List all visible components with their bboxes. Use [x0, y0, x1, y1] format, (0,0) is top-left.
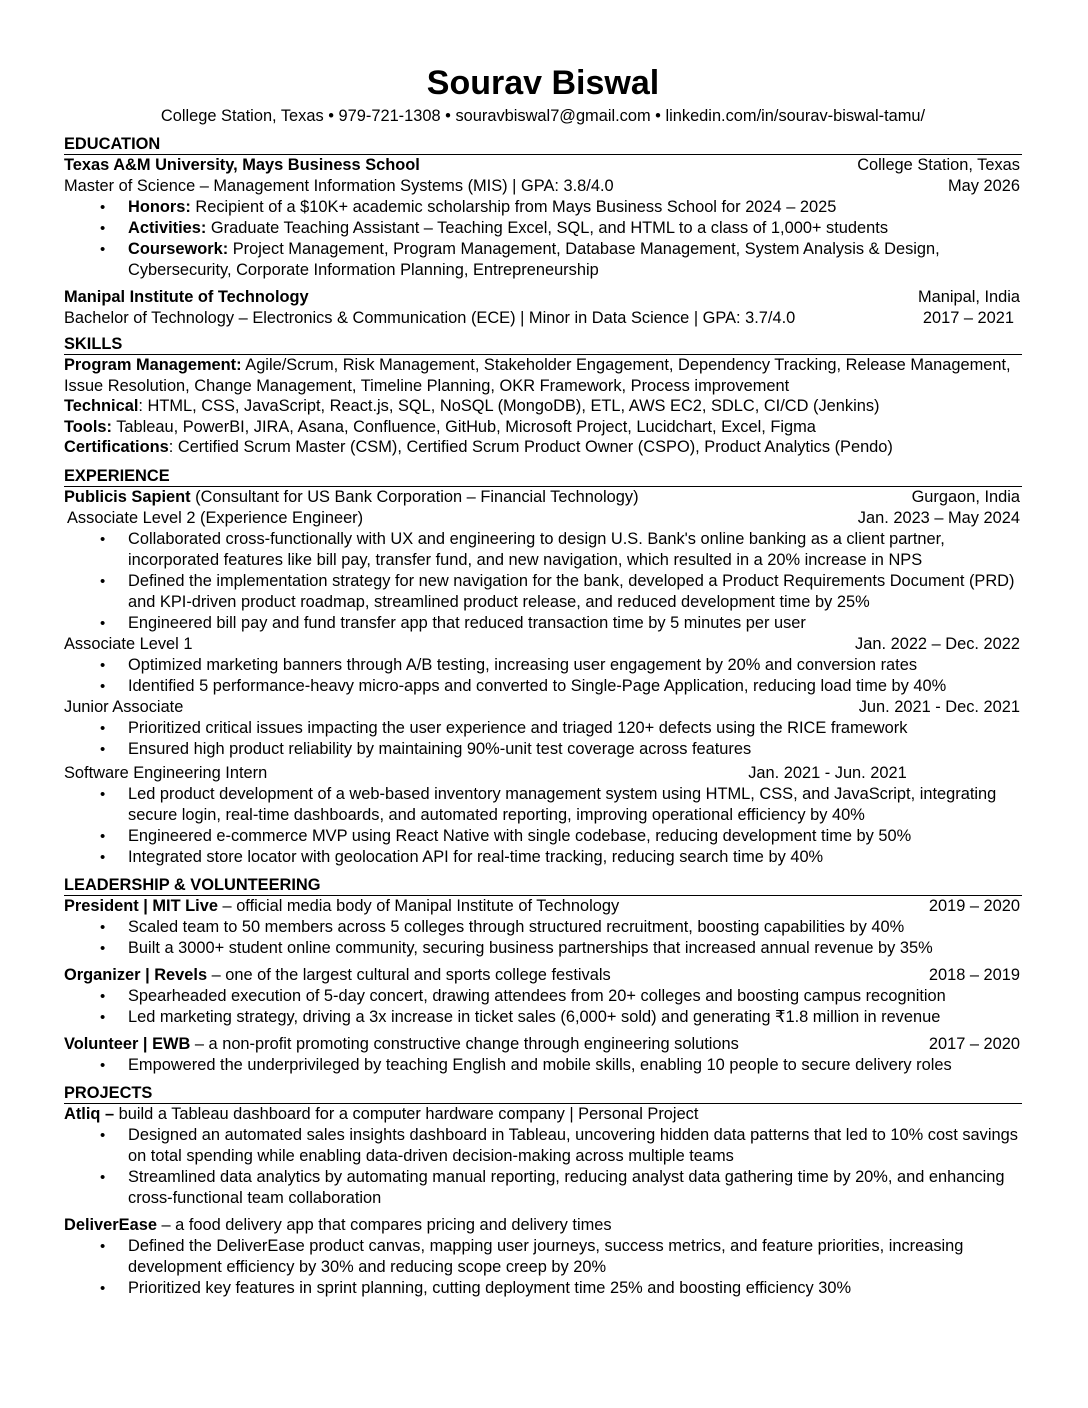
list-item: • Prioritized key features in sprint planning, cutting deployment time 25% and boosting efficiency 30% — [64, 1278, 1022, 1299]
list-item: • Honors: Recipient of a $10K+ academic scholarship from Mays Business School for 2024 – 2025 — [64, 197, 1022, 218]
experience-heading: EXPERIENCE — [64, 466, 1022, 487]
education-heading: EDUCATION — [64, 134, 1022, 155]
list-item: • Led marketing strategy, driving a 3x increase in ticket sales (6,000+ sold) and generating ₹1.8 million in revenue — [64, 1007, 1022, 1028]
list-item: • Engineered e-commerce MVP using React Native with single codebase, reducing development time by 50% — [64, 826, 1022, 847]
project-entry — [64, 1215, 1022, 1299]
list-item: • Led product development of a web-based inventory management system using HTML, CSS, and JavaScript, integrating secure login, real-time dashboards, and automated reporting, improving operational efficiency by 40% — [64, 784, 1022, 826]
school-location: Manipal, India — [917, 288, 1020, 306]
leadership-title: President | MIT Live — [64, 896, 218, 915]
list-item: • Spearheaded execution of 5-day concert, drawing attendees from 20+ colleges and boosting campus recognition — [64, 986, 1022, 1007]
list-item: • Optimized marketing banners through A/B testing, increasing user engagement by 20% and conversion rates — [64, 655, 1022, 676]
degree: Master of Science – Management Information Systems (MIS) | GPA: 3.8/4.0 — [64, 177, 614, 195]
list-item: • Designed an automated sales insights dashboard in Tableau, uncovering hidden data patterns that led to 10% cost savings on total spending while enabling data-driven decision-making across multiple teams — [64, 1125, 1022, 1167]
list-item: • Built a 3000+ student online community, securing business partnerships that increased annual revenue by 35% — [64, 938, 1022, 959]
leadership-title: Volunteer | EWB — [64, 1034, 191, 1053]
role-date: Jan. 2023 – May 2024 — [857, 508, 1020, 527]
role-entry — [64, 763, 1022, 868]
leadership-date: 2017 – 2020 — [928, 1034, 1020, 1053]
education-entry — [64, 287, 1022, 329]
leadership-entry — [64, 1034, 1022, 1076]
list-item: • Integrated store locator with geolocation API for real-time tracking, reducing search time by 40% — [64, 847, 1022, 868]
leadership-description: – a non-profit promoting constructive change through engineering solutions — [190, 1034, 739, 1053]
leadership-title: Organizer | Revels — [64, 965, 208, 984]
role-title: Junior Associate — [64, 697, 184, 716]
leadership-entry — [64, 965, 1022, 1028]
skill-row: Program Management: Agile/Scrum, Risk Management, Stakeholder Engagement, Dependency Tracking, Release Management, Issue Resolution, Change Management, Timeline Planning, OKR Framework, Process improvement — [64, 356, 1011, 395]
company-name: Publicis Sapient — [64, 487, 191, 506]
school-location: College Station, Texas — [857, 156, 1020, 174]
skill-row: Technical: HTML, CSS, JavaScript, React.js, SQL, NoSQL (MongoDB), ETL, AWS EC2, SDLC, CI/CD (Jenkins) — [64, 397, 880, 415]
candidate-name: Sourav Biswal — [426, 64, 660, 102]
project-description: – a food delivery app that compares pricing and delivery times — [156, 1215, 612, 1234]
project-entry — [64, 1104, 1022, 1209]
degree-date: May 2026 — [948, 177, 1020, 195]
contact-line: College Station, Texas • 979-721-1308 • souravbiswal7@gmail.com • linkedin.com/in/sourav-biswal-tamu/ — [160, 107, 926, 125]
list-item: • Collaborated cross-functionally with UX and engineering to design U.S. Bank's online banking as a client partner, incorporated features like bill pay, transfer fund, and new navigation, which resulted in a 20% increase in NPS — [64, 529, 1022, 571]
degree-date: 2017 – 2021 — [922, 309, 1014, 327]
school-name: Manipal Institute of Technology — [64, 288, 309, 306]
role-title: Associate Level 2 (Experience Engineer) — [67, 508, 364, 527]
list-item: • Ensured high product reliability by maintaining 90%-unit test coverage across features — [64, 739, 1022, 760]
company-location: Gurgaon, India — [911, 487, 1020, 506]
project-title: Atliq – — [64, 1104, 115, 1123]
list-item: • Empowered the underprivileged by teaching English and mobile skills, enabling 10 people to secure delivery roles — [64, 1055, 1022, 1076]
list-item: • Defined the DeliverEase product canvas, mapping user journeys, success metrics, and feature priorities, increasing development efficiency by 30% and reducing scope creep by 20% — [64, 1236, 1022, 1278]
role-title: Associate Level 1 — [64, 634, 193, 653]
role-entry — [64, 697, 1022, 760]
resume-page — [64, 60, 1022, 1299]
list-item: • Identified 5 performance-heavy micro-apps and converted to Single-Page Application, reducing load time by 40% — [64, 676, 1022, 697]
leadership-description: – official media body of Manipal Institute of Technology — [217, 896, 620, 915]
school-name: Texas A&M University, Mays Business School — [64, 156, 420, 174]
role-date: Jan. 2021 - Jun. 2021 — [748, 763, 907, 782]
role-title: Software Engineering Intern — [64, 763, 268, 782]
role-date: Jan. 2022 – Dec. 2022 — [855, 634, 1020, 653]
skill-row: Certifications: Certified Scrum Master (CSM), Certified Scrum Product Owner (CSPO), Product Analytics (Pendo) — [64, 438, 893, 456]
project-description: build a Tableau dashboard for a computer hardware company | Personal Project — [114, 1104, 699, 1123]
leadership-entry — [64, 896, 1022, 959]
skills-list — [64, 355, 1022, 458]
education-entry — [64, 155, 1022, 281]
list-item: • Scaled team to 50 members across 5 colleges through structured recruitment, boosting capabilities by 40% — [64, 917, 1022, 938]
role-entry — [64, 634, 1022, 697]
list-item: • Engineered bill pay and fund transfer app that reduced transaction time by 5 minutes per user — [64, 613, 1022, 634]
skills-heading: SKILLS — [64, 334, 1022, 355]
list-item: • Defined the implementation strategy for new navigation for the bank, developed a Product Requirements Document (PRD) and KPI-driven product roadmap, streamlined product release, and reduced development time by 25% — [64, 571, 1022, 613]
list-item: • Activities: Graduate Teaching Assistant – Teaching Excel, SQL, and HTML to a class of 1,000+ students — [64, 218, 1022, 239]
list-item: • Coursework: Project Management, Program Management, Database Management, System Analysis & Design, Cybersecurity, Corporate Information Planning, Entrepreneurship — [64, 239, 1022, 281]
degree: Bachelor of Technology – Electronics & Communication (ECE) | Minor in Data Science | GPA: 3.7/4.0 — [64, 309, 796, 327]
role-date: Jun. 2021 - Dec. 2021 — [858, 697, 1020, 716]
list-item: • Streamlined data analytics by automating manual reporting, reducing analyst data gathering time by 20%, and enhancing cross-functional team collaboration — [64, 1167, 1022, 1209]
projects-heading: PROJECTS — [64, 1083, 1022, 1104]
role-entry — [64, 508, 1022, 634]
project-title: DeliverEase — [64, 1215, 157, 1234]
leadership-description: – one of the largest cultural and sports college festivals — [207, 965, 611, 984]
leadership-date: 2019 – 2020 — [928, 896, 1020, 915]
skill-row: Tools: Tableau, PowerBI, JIRA, Asana, Confluence, GitHub, Microsoft Project, Lucidchart, Excel, Figma — [64, 417, 816, 436]
leadership-heading: LEADERSHIP & VOLUNTEERING — [64, 875, 1022, 896]
leadership-date: 2018 – 2019 — [928, 965, 1020, 984]
list-item: • Prioritized critical issues impacting the user experience and triaged 120+ defects using the RICE framework — [64, 718, 1022, 739]
company-description: (Consultant for US Bank Corporation – Financial Technology) — [190, 487, 639, 506]
